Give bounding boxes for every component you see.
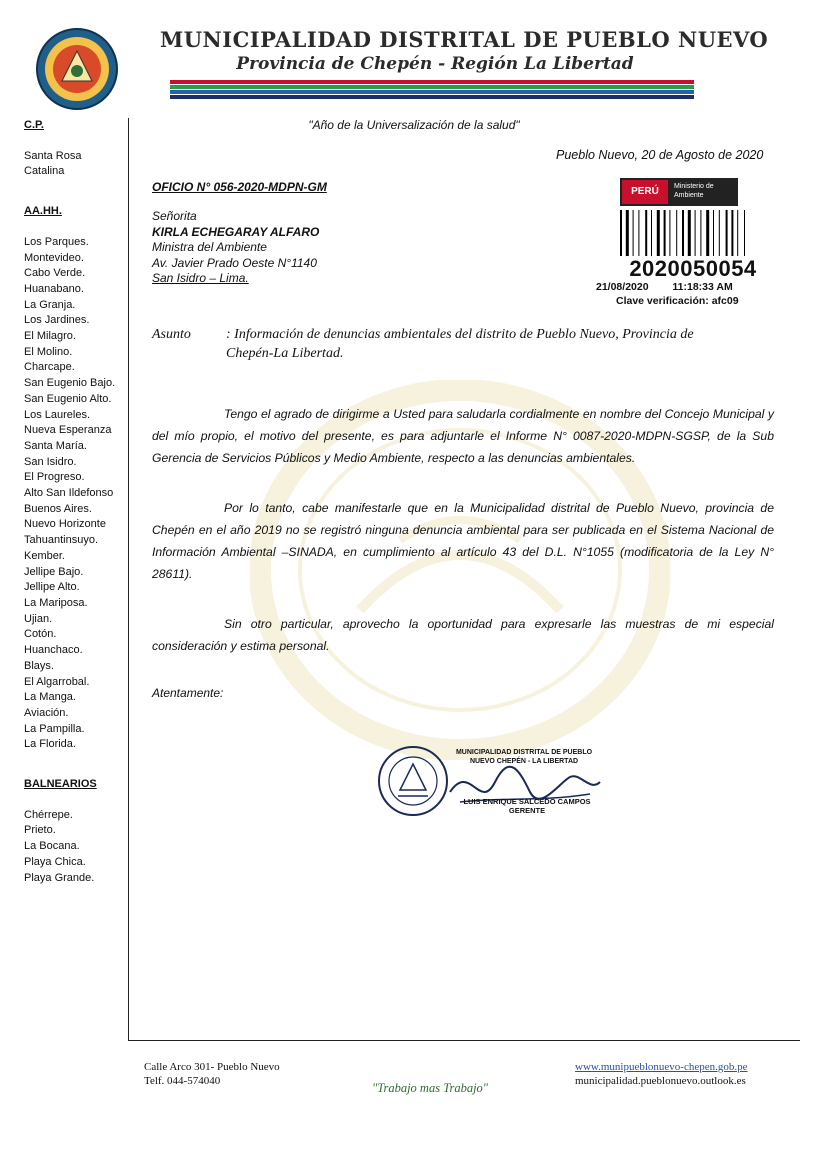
list-item: La Florida.	[24, 738, 76, 751]
list-item: Tahuantinsuyo.	[24, 534, 98, 547]
list-item: Huanchaco.	[24, 644, 83, 657]
barcode-bar	[676, 210, 677, 256]
barcode-bar	[695, 210, 696, 256]
list-item: Santa Rosa	[24, 149, 82, 162]
barcode-bar	[638, 210, 639, 256]
list-item: La Bocana.	[24, 840, 80, 853]
ministry-label: Ministerio de Ambiente	[674, 183, 714, 199]
list-item: Prieto.	[24, 824, 56, 837]
sidebar-section-aahh	[24, 204, 128, 753]
page-title: MUNICIPALIDAD DISTRITAL DE PUEBLO NUEVO	[160, 27, 769, 52]
sidebar-section-title: C.P.	[24, 119, 44, 131]
list-item: El Progreso.	[24, 471, 85, 484]
barcode-bar	[633, 210, 634, 256]
list-item: El Molino.	[24, 345, 73, 358]
barcode-bar	[706, 210, 709, 256]
sidebar-list	[24, 149, 128, 180]
closing: Atentamente:	[152, 686, 224, 700]
addressee-salutation: Señorita	[152, 209, 197, 223]
official-seal	[376, 744, 450, 818]
barcode-bar	[737, 210, 738, 256]
list-item: Nuevo Horizonte	[24, 518, 106, 531]
body-paragraph: Sin otro particular, aprovecho la oportunidad para expresarle las muestras de mi especial consideración y estima personal.	[152, 617, 774, 653]
barcode-bar	[744, 210, 745, 256]
barcode-bar	[657, 210, 660, 256]
body-paragraph: Por lo tanto, cabe manifestarle que en la Municipalidad distrital de Pueblo Nuevo, provincia de Chepén en el año 2019 no se registró ninguna denuncia ambiental para ser publicada en el Sistema Nacional de Información Ambiental –SINADA, en cumplimiento al artículo 43 del D.L. N°1055 (modificatoria de la Ley N° 28611).	[152, 501, 774, 581]
barcode	[620, 210, 770, 256]
peru-badge	[620, 178, 738, 206]
year-motto: "Año de la Universalización de la salud"	[308, 118, 520, 132]
barcode-bar	[626, 210, 629, 256]
registration-number: 2020050054	[629, 256, 757, 281]
list-item: Aviación.	[24, 706, 69, 719]
signer-name: LUIS ENRIQUE SALCEDO CAMPOS	[463, 797, 591, 806]
footer-phone: Telf. 044-574040	[144, 1075, 221, 1087]
list-item: Charcape.	[24, 361, 75, 374]
page-subtitle: Provincia de Chepén - Región La Libertad	[236, 54, 634, 74]
footer-email: municipalidad.pueblonuevo.outlook.es	[575, 1075, 746, 1087]
list-item: Playa Chica.	[24, 855, 86, 868]
list-item: Los Jardines.	[24, 314, 90, 327]
verification-key: Clave verificación: afc09	[616, 295, 739, 307]
addressee-title: Ministra del Ambiente	[152, 240, 267, 254]
list-item: Kember.	[24, 549, 65, 562]
addressee-street: Av. Javier Prado Oeste N°1140	[152, 255, 317, 270]
signer-block	[452, 797, 602, 815]
list-item: Nueva Esperanza	[24, 424, 112, 437]
list-item: San Eugenio Alto.	[24, 392, 112, 405]
peru-label: PERÚ	[622, 180, 668, 204]
barcode-bar	[731, 210, 733, 256]
list-item: La Mariposa.	[24, 596, 88, 609]
list-item: Los Laureles.	[24, 408, 91, 421]
list-item: El Algarrobal.	[24, 675, 90, 688]
list-item: Ujian.	[24, 612, 53, 625]
list-item: Jellipe Bajo.	[24, 565, 84, 578]
sidebar	[24, 118, 128, 886]
footer-motto: "Trabajo mas Trabajo"	[371, 1081, 489, 1095]
barcode-bar	[719, 210, 720, 256]
list-item: Montevideo.	[24, 251, 84, 264]
barcode-bar	[620, 210, 622, 256]
sidebar-section-title: BALNEARIOS	[24, 778, 97, 791]
list-item: Santa María.	[24, 439, 87, 452]
subject-text: : Información de denuncias ambientales del distrito de Pueblo Nuevo, Provincia de Chepén-La Libertad.	[226, 327, 694, 361]
footer-address	[144, 1060, 280, 1088]
barcode-bar	[651, 210, 652, 256]
registration-date: 21/08/2020	[596, 281, 649, 293]
registration-datetime	[596, 281, 776, 293]
list-item: Cotón.	[24, 628, 57, 641]
sidebar-divider	[128, 118, 129, 1040]
barcode-bar	[682, 210, 684, 256]
barcode-bar	[688, 210, 691, 256]
sidebar-list	[24, 808, 128, 887]
barcode-bar	[664, 210, 666, 256]
list-item: Cabo Verde.	[24, 267, 86, 280]
sidebar-section-cp	[24, 118, 128, 180]
sidebar-section-balnearios	[24, 777, 128, 886]
list-item: Alto San Ildefonso	[24, 487, 114, 500]
barcode-bar	[726, 210, 728, 256]
barcode-bar	[669, 210, 670, 256]
addressee-block	[152, 209, 319, 287]
list-item: San Eugenio Bajo.	[24, 377, 116, 390]
list-item: Huanabano.	[24, 282, 84, 295]
barcode-bar	[713, 210, 714, 256]
list-item: Los Parques.	[24, 235, 89, 248]
list-item: La Manga.	[24, 691, 76, 704]
list-item: Blays.	[24, 659, 54, 672]
list-item: Catalina	[24, 165, 65, 178]
list-item: Buenos Aires.	[24, 502, 92, 515]
barcode-bar	[645, 210, 647, 256]
footer-divider	[128, 1040, 800, 1041]
list-item: El Milagro.	[24, 330, 76, 343]
sidebar-section-title: AA.HH.	[24, 205, 62, 218]
signer-role: GERENTE	[508, 806, 546, 815]
list-item: La Granja.	[24, 298, 76, 311]
footer-contact	[575, 1060, 748, 1088]
footer-website-link[interactable]: www.munipueblonuevo-chepen.gob.pe	[575, 1061, 748, 1073]
list-item: Chérrepe.	[24, 808, 73, 821]
registration-time: 11:18:33 AM	[672, 281, 733, 293]
letter-date: Pueblo Nuevo, 20 de Agosto de 2020	[556, 148, 764, 162]
municipal-logo	[28, 27, 126, 111]
letter-reference: OFICIO N° 056-2020-MDPN-GM	[152, 180, 327, 194]
body-paragraph: Tengo el agrado de dirigirme a Usted para saludarla cordialmente en nombre del Concejo Municipal y del mío propio, el motivo del presente, es para adjuntarle el Informe N° 0087-2020-MDPN-SGSP, de la Sub Gerencia de Servicios Públicos y Medio Ambiente, respecto a las denuncias ambientales.	[152, 407, 774, 465]
addressee-name: KIRLA ECHEGARAY ALFARO	[152, 224, 320, 239]
barcode-bar	[700, 210, 701, 256]
seal-text: MUNICIPALIDAD DISTRITAL DE PUEBLO NUEVO CHEPÉN - LA LIBERTAD	[455, 749, 593, 765]
list-item: Playa Grande.	[24, 871, 95, 884]
sidebar-list	[24, 235, 128, 753]
addressee-city: San Isidro – Lima.	[152, 271, 249, 285]
list-item: San Isidro.	[24, 455, 77, 468]
list-item: La Pampilla.	[24, 722, 85, 735]
list-item: Jellipe Alto.	[24, 581, 80, 594]
footer-street: Calle Arco 301- Pueblo Nuevo	[144, 1061, 280, 1073]
flag-stripes	[170, 80, 694, 102]
subject-label: Asunto	[152, 327, 191, 342]
